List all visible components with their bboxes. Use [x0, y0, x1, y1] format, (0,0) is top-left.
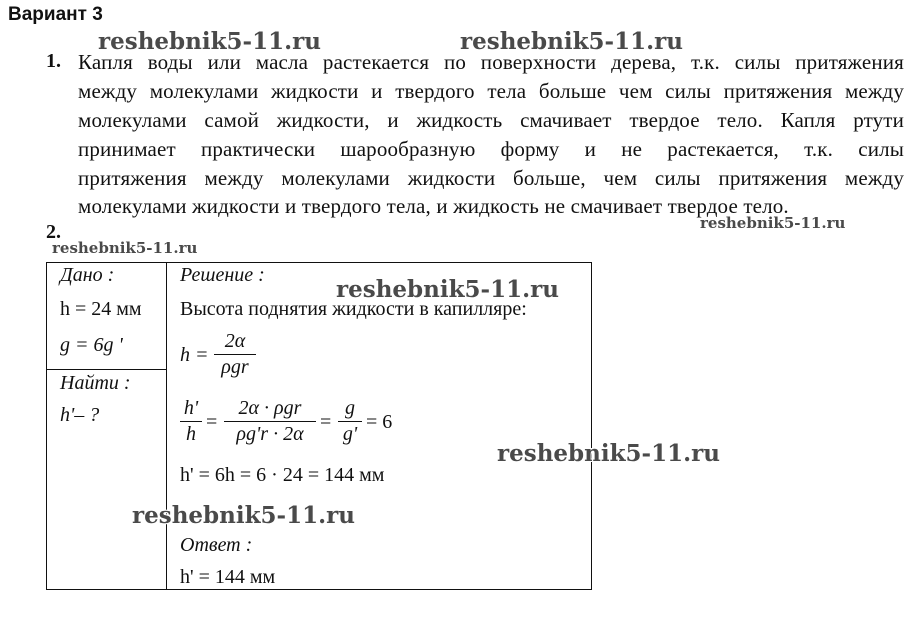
solution-table — [46, 262, 592, 590]
formula-2-numerator-3: g — [345, 397, 355, 419]
problem-1-number: 1. — [46, 50, 61, 72]
formula-2-fraction-2 — [224, 397, 316, 446]
watermark: reshebnik5-11.ru — [52, 239, 198, 257]
formula-2-result: = 6 — [366, 411, 393, 433]
watermark: reshebnik5-11.ru — [336, 276, 559, 303]
table-row-divider — [46, 369, 167, 370]
formula-2-denominator-1: h — [186, 423, 196, 445]
solution-label: Решение : — [180, 264, 265, 286]
problem-1-line-3: молекулами самой жидкости, и жидкость смачивает твердое тело. Капля ртути — [78, 108, 904, 132]
formula-1-denominator: ρgr — [221, 356, 249, 378]
answer-label: Ответ : — [180, 534, 253, 556]
watermark: reshebnik5-11.ru — [497, 440, 720, 467]
table-left-border — [46, 262, 47, 590]
variant-title: Вариант 3 — [8, 4, 103, 25]
formula-1-numerator: 2α — [224, 330, 246, 352]
find-value: h'– ? — [60, 404, 100, 426]
table-right-border — [591, 262, 592, 590]
given-label: Дано : — [60, 264, 115, 286]
formula-2-numerator-1: h' — [183, 397, 199, 419]
watermark: reshebnik5-11.ru — [132, 502, 355, 529]
formula-2-equals-2: = — [320, 411, 332, 433]
formula-1-fraction — [214, 330, 256, 379]
solution-text: Высота поднятия жидкости в капилляре: — [180, 298, 527, 320]
watermark: reshebnik5-11.ru — [700, 214, 846, 232]
table-column-divider — [166, 262, 167, 590]
table-top-border — [46, 262, 592, 263]
problem-1-line-1: Капля воды или масла растекается по поверхности дерева, т.к. силы притяжения — [78, 50, 904, 74]
formula-2-numerator-2: 2α · ρgr — [238, 397, 302, 419]
problem-1-line-6: молекулами жидкости и твердого тела, и жидкость не смачивает твердое тело. — [78, 194, 789, 218]
problem-2-number: 2. — [46, 221, 61, 243]
table-bottom-border — [46, 589, 592, 590]
formula-1-lhs: h = — [180, 344, 209, 366]
formula-2-fraction-1 — [180, 397, 202, 446]
answer-value: h' = 144 мм — [180, 566, 276, 588]
given-g: g = 6g ' — [60, 334, 123, 356]
formula-3: h' = 6h = 6 · 24 = 144 мм — [180, 464, 385, 486]
problem-1-line-5: притяжения между молекулами жидкости больше, чем силы притяжения между — [78, 166, 904, 190]
watermark: reshebnik5-11.ru — [98, 28, 321, 55]
find-label: Найти : — [60, 372, 131, 394]
given-h: h = 24 мм — [60, 298, 142, 320]
problem-1-line-2: между молекулами жидкости и твердого тела больше чем силы притяжения между — [78, 79, 904, 103]
formula-2-denominator-3: g' — [342, 423, 358, 445]
formula-2-equals-1: = — [206, 411, 218, 433]
formula-2-fraction-3 — [338, 397, 362, 446]
formula-2-denominator-2: ρg'r · 2α — [236, 423, 304, 445]
problem-1-line-4: принимает практически шарообразную форму и не растекается, т.к. силы — [78, 137, 904, 161]
watermark: reshebnik5-11.ru — [460, 28, 683, 55]
